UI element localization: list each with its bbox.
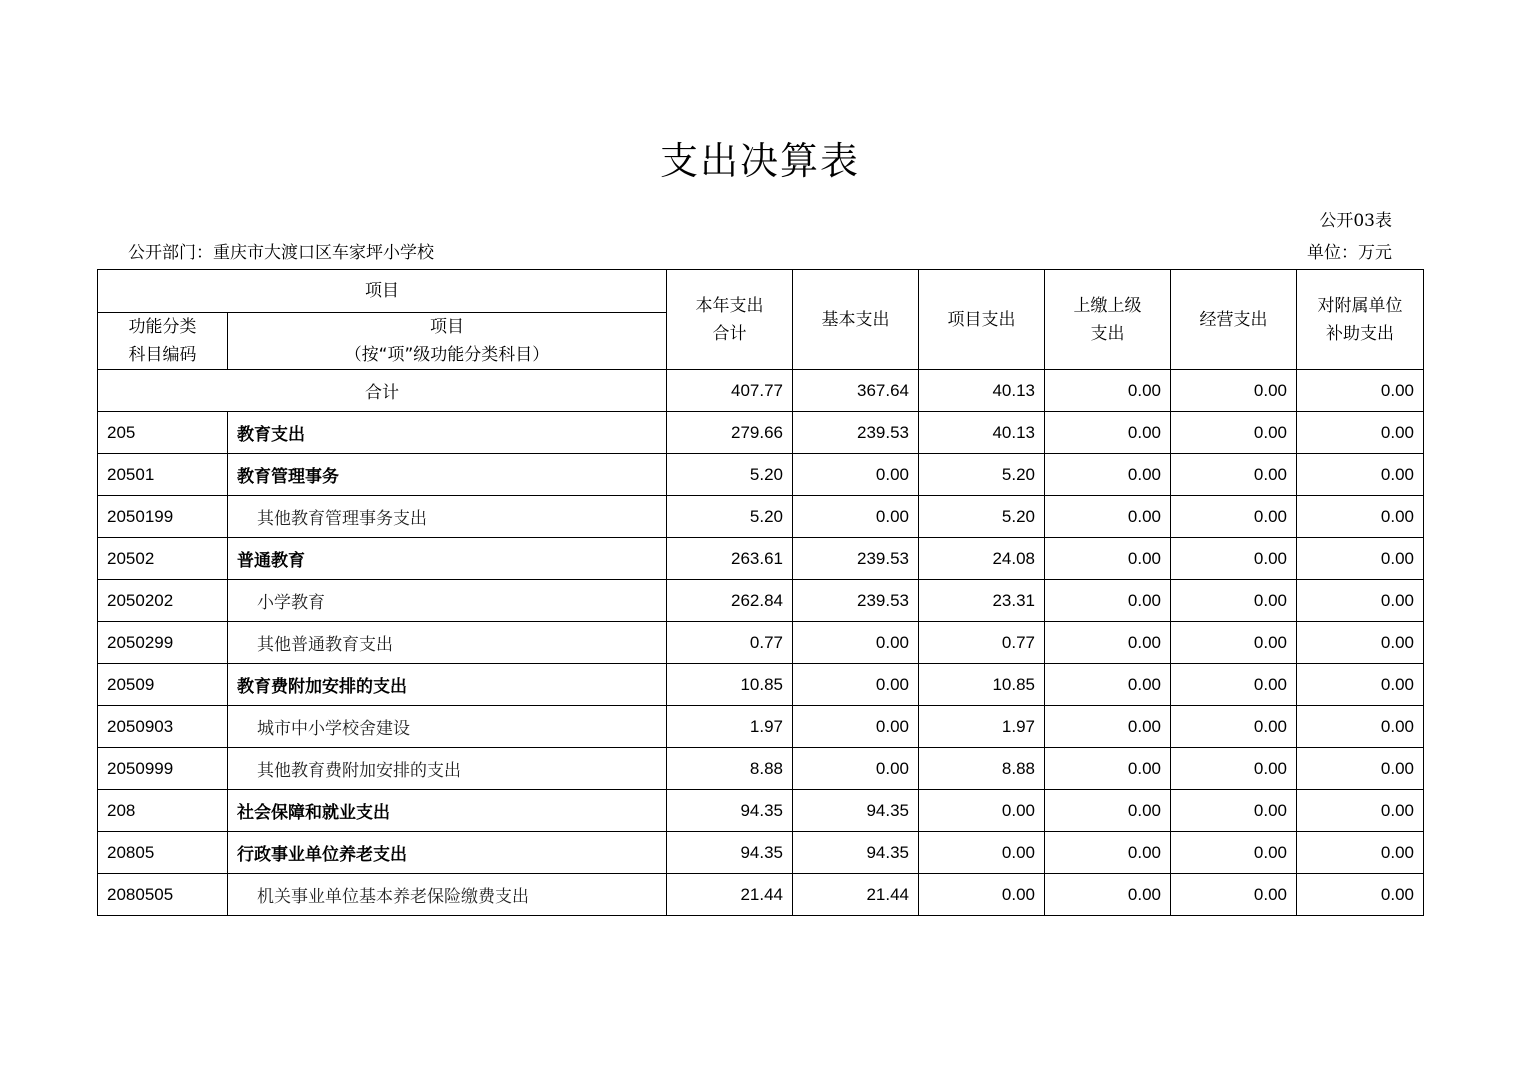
total-cell-basic: 367.64 <box>793 370 919 412</box>
cell-total: 263.61 <box>667 538 793 580</box>
header-total <box>667 270 793 370</box>
header-upper <box>1045 270 1171 370</box>
cell-name: 教育管理事务 <box>228 454 667 496</box>
cell-total: 0.77 <box>667 622 793 664</box>
cell-business: 0.00 <box>1171 412 1297 454</box>
table-row <box>98 832 1424 874</box>
cell-total: 279.66 <box>667 412 793 454</box>
table-row <box>98 706 1424 748</box>
cell-subsidy: 0.00 <box>1297 622 1424 664</box>
cell-project: 24.08 <box>919 538 1045 580</box>
cell-upper: 0.00 <box>1045 664 1171 706</box>
total-cell-business: 0.00 <box>1171 370 1297 412</box>
cell-subsidy: 0.00 <box>1297 748 1424 790</box>
cell-project: 0.00 <box>919 874 1045 916</box>
cell-upper: 0.00 <box>1045 412 1171 454</box>
cell-basic: 21.44 <box>793 874 919 916</box>
cell-total: 21.44 <box>667 874 793 916</box>
cell-business: 0.00 <box>1171 664 1297 706</box>
cell-upper: 0.00 <box>1045 496 1171 538</box>
cell-upper: 0.00 <box>1045 454 1171 496</box>
cell-subsidy: 0.00 <box>1297 412 1424 454</box>
cell-total: 94.35 <box>667 790 793 832</box>
cell-basic: 0.00 <box>793 454 919 496</box>
cell-business: 0.00 <box>1171 874 1297 916</box>
cell-business: 0.00 <box>1171 832 1297 874</box>
cell-name: 其他教育管理事务支出 <box>228 496 667 538</box>
table-row <box>98 622 1424 664</box>
cell-basic: 94.35 <box>793 790 919 832</box>
cell-code: 2050999 <box>98 748 228 790</box>
header-code-line1: 功能分类 <box>128 317 197 337</box>
total-label: 合计 <box>98 370 667 412</box>
cell-upper: 0.00 <box>1045 832 1171 874</box>
total-cell-upper: 0.00 <box>1045 370 1171 412</box>
header-business: 经营支出 <box>1171 270 1297 370</box>
header-code-line2: 科目编码 <box>128 345 197 365</box>
cell-subsidy: 0.00 <box>1297 496 1424 538</box>
cell-business: 0.00 <box>1171 538 1297 580</box>
cell-code: 2050299 <box>98 622 228 664</box>
cell-project: 23.31 <box>919 580 1045 622</box>
header-item-line1: 项目 <box>430 317 464 337</box>
cell-total: 1.97 <box>667 706 793 748</box>
page-title: 支出决算表 <box>659 139 860 183</box>
header-upper-line1: 上缴上级 <box>1073 295 1142 316</box>
cell-upper: 0.00 <box>1045 874 1171 916</box>
cell-subsidy: 0.00 <box>1297 580 1424 622</box>
cell-project: 0.00 <box>919 832 1045 874</box>
cell-upper: 0.00 <box>1045 580 1171 622</box>
cell-upper: 0.00 <box>1045 748 1171 790</box>
cell-total: 262.84 <box>667 580 793 622</box>
cell-basic: 239.53 <box>793 580 919 622</box>
expenditure-table <box>97 269 1424 916</box>
header-item <box>228 313 667 370</box>
header-code <box>98 313 228 370</box>
cell-code: 2080505 <box>98 874 228 916</box>
total-row <box>98 370 1424 412</box>
table-row <box>98 664 1424 706</box>
cell-code: 205 <box>98 412 228 454</box>
cell-subsidy: 0.00 <box>1297 874 1424 916</box>
header-project-group: 项目 <box>98 270 667 313</box>
total-cell-total: 407.77 <box>667 370 793 412</box>
cell-name: 教育支出 <box>228 412 667 454</box>
cell-upper: 0.00 <box>1045 622 1171 664</box>
unit-label: 单位：万元 <box>1307 243 1392 263</box>
cell-name: 城市中小学校舍建设 <box>228 706 667 748</box>
cell-subsidy: 0.00 <box>1297 538 1424 580</box>
cell-basic: 0.00 <box>793 664 919 706</box>
cell-subsidy: 0.00 <box>1297 454 1424 496</box>
cell-project: 5.20 <box>919 496 1045 538</box>
cell-basic: 0.00 <box>793 706 919 748</box>
form-number: 公开03表 <box>1319 211 1392 231</box>
cell-name: 普通教育 <box>228 538 667 580</box>
table-row <box>98 496 1424 538</box>
cell-code: 2050202 <box>98 580 228 622</box>
cell-name: 行政事业单位养老支出 <box>228 832 667 874</box>
cell-name: 其他教育费附加安排的支出 <box>228 748 667 790</box>
cell-upper: 0.00 <box>1045 706 1171 748</box>
cell-total: 94.35 <box>667 832 793 874</box>
cell-name: 社会保障和就业支出 <box>228 790 667 832</box>
cell-business: 0.00 <box>1171 622 1297 664</box>
cell-code: 208 <box>98 790 228 832</box>
cell-code: 2050199 <box>98 496 228 538</box>
cell-code: 20509 <box>98 664 228 706</box>
cell-project: 1.97 <box>919 706 1045 748</box>
cell-basic: 239.53 <box>793 538 919 580</box>
total-cell-project: 40.13 <box>919 370 1045 412</box>
cell-name: 机关事业单位基本养老保险缴费支出 <box>228 874 667 916</box>
cell-business: 0.00 <box>1171 748 1297 790</box>
cell-project: 5.20 <box>919 454 1045 496</box>
table-row <box>98 412 1424 454</box>
cell-subsidy: 0.00 <box>1297 790 1424 832</box>
cell-business: 0.00 <box>1171 496 1297 538</box>
cell-total: 5.20 <box>667 496 793 538</box>
department-label: 公开部门：重庆市大渡口区车家坪小学校 <box>128 243 434 263</box>
cell-name: 小学教育 <box>228 580 667 622</box>
header-project: 项目支出 <box>919 270 1045 370</box>
header-subsidy-line1: 对附属单位 <box>1317 295 1403 316</box>
table-row <box>98 874 1424 916</box>
cell-total: 10.85 <box>667 664 793 706</box>
cell-basic: 94.35 <box>793 832 919 874</box>
cell-basic: 0.00 <box>793 496 919 538</box>
cell-business: 0.00 <box>1171 580 1297 622</box>
cell-total: 5.20 <box>667 454 793 496</box>
table-row <box>98 580 1424 622</box>
cell-business: 0.00 <box>1171 790 1297 832</box>
header-subsidy <box>1297 270 1424 370</box>
table-row <box>98 538 1424 580</box>
cell-total: 8.88 <box>667 748 793 790</box>
cell-project: 0.77 <box>919 622 1045 664</box>
table-row <box>98 790 1424 832</box>
cell-project: 10.85 <box>919 664 1045 706</box>
cell-code: 20805 <box>98 832 228 874</box>
cell-upper: 0.00 <box>1045 538 1171 580</box>
header-subsidy-line2: 补助支出 <box>1326 323 1394 344</box>
cell-project: 40.13 <box>919 412 1045 454</box>
cell-code: 20501 <box>98 454 228 496</box>
cell-business: 0.00 <box>1171 454 1297 496</box>
cell-project: 8.88 <box>919 748 1045 790</box>
cell-basic: 239.53 <box>793 412 919 454</box>
cell-basic: 0.00 <box>793 622 919 664</box>
header-item-line2: （按“项”级功能分类科目） <box>344 345 550 365</box>
cell-name: 其他普通教育支出 <box>228 622 667 664</box>
total-cell-subsidy: 0.00 <box>1297 370 1424 412</box>
cell-project: 0.00 <box>919 790 1045 832</box>
cell-name: 教育费附加安排的支出 <box>228 664 667 706</box>
cell-business: 0.00 <box>1171 706 1297 748</box>
cell-code: 20502 <box>98 538 228 580</box>
table-row <box>98 454 1424 496</box>
cell-subsidy: 0.00 <box>1297 664 1424 706</box>
cell-subsidy: 0.00 <box>1297 706 1424 748</box>
header-total-line2: 合计 <box>712 323 747 344</box>
header-basic: 基本支出 <box>793 270 919 370</box>
header-total-line1: 本年支出 <box>695 295 764 316</box>
cell-subsidy: 0.00 <box>1297 832 1424 874</box>
header-upper-line2: 支出 <box>1090 323 1125 344</box>
cell-basic: 0.00 <box>793 748 919 790</box>
cell-upper: 0.00 <box>1045 790 1171 832</box>
cell-code: 2050903 <box>98 706 228 748</box>
table-row <box>98 748 1424 790</box>
